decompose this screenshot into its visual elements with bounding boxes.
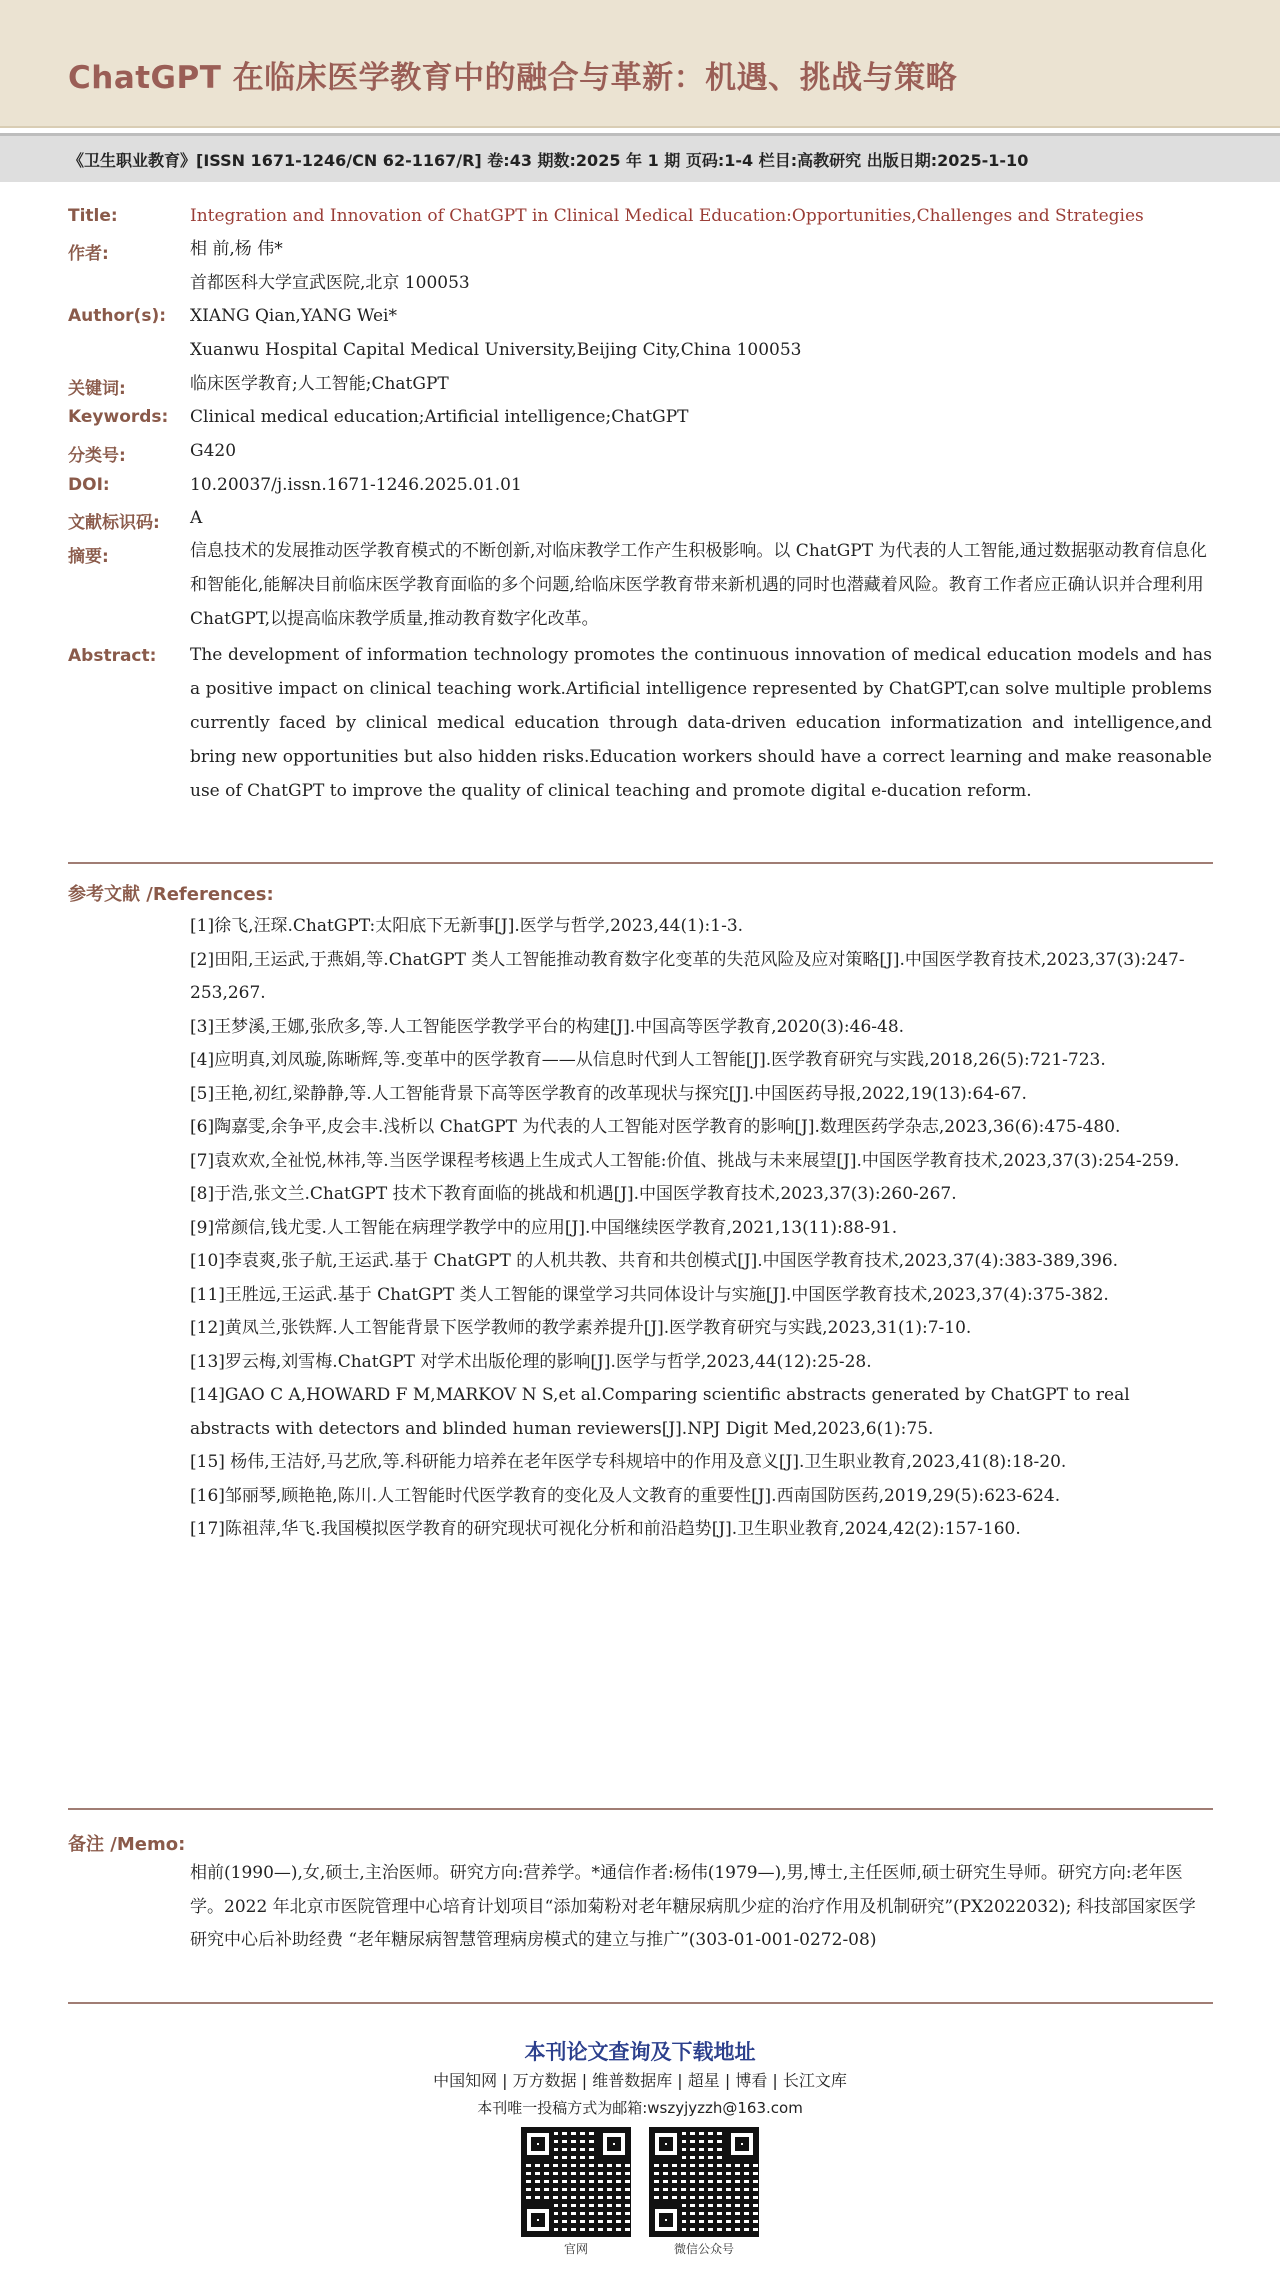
affiliation-en-value: Xuanwu Hospital Capital Medical University,Beijing City,China 100053 [190, 340, 802, 360]
reference-item: [15] 杨伟,王洁妤,马艺欣,等.科研能力培养在老年医学专科规培中的作用及意义[J].卫生职业教育,2023,41(8):18-20. [190, 1452, 1067, 1472]
qr-finder-mark [726, 2128, 758, 2160]
reference-item: [11]王胜远,王运武.基于 ChatGPT 类人工智能的课堂学习共同体设计与实施[J].中国医学教育技术,2023,37(4):375-382. [190, 1284, 1109, 1305]
author-en-value: XIANG Qian,YANG Wei* [190, 306, 397, 326]
field-title-en [68, 206, 1213, 230]
qr-finder-mark [522, 2204, 554, 2236]
title-en-value[interactable]: Integration and Innovation of ChatGPT in Clinical Medical Education:Opportunities,Challenges and Strategies [190, 206, 1144, 226]
reference-item: [13]罗云梅,刘雪梅.ChatGPT 对学术出版伦理的影响[J].医学与哲学,2023,44(12):25-28. [190, 1351, 872, 1372]
reference-item: [6]陶嘉雯,余争平,皮会丰.浅析以 ChatGPT 为代表的人工智能对医学教育的影响[J].数理医药学杂志,2023,36(6):475-480. [190, 1117, 1121, 1137]
memo-text: 相前(1990—),女,硕士,主治医师。研究方向:营养学。*通信作者:杨伟(1979—),男,博士,主任医师,硕士研究生导师。研究方向:老年医学。2022 年北京市医院管理中心培育计划项目“添加菊粉对老年糖尿病肌少症的治疗作用及机制研究”(PX2022032); 科技部国家医学研究中心后补助经费 “老年糖尿病智慧管理病房模式的建立与推广”(303-01-001-0272-08) [190, 1863, 1196, 1950]
reference-item: [16]邹丽琴,顾艳艳,陈川.人工智能时代医学教育的变化及人文教育的重要性[J].西南国防医药,2019,29(5):623-624. [190, 1485, 1061, 1506]
keywords-cn-label: 关键词: [68, 379, 126, 399]
qr-finder-mark [522, 2128, 554, 2160]
database-links[interactable]: 中国知网 | 万方数据 | 维普数据库 | 超星 | 博看 | 长江文库 [433, 2071, 847, 2090]
keywords-en-value: Clinical medical education;Artificial intelligence;ChatGPT [190, 407, 689, 427]
qr-finder-mark [650, 2128, 682, 2160]
submission-email[interactable]: 本刊唯一投稿方式为邮箱:wszyjyzzh@163.com [477, 2099, 803, 2117]
abstract-cn-value: 信息技术的发展推动医学教育模式的不断创新,对临床教学工作产生积极影响。以 ChatGPT 为代表的人工智能,通过数据驱动教育信息化和智能化,能解决目前临床医学教育面临的多个问题,给临床医学教育带来新机遇的同时也潜藏着风险。教育工作者应正确认识并合理利用 ChatGPT,以提高临床教学质量,推动教育数字化改革。 [190, 541, 1207, 629]
reference-list [190, 910, 1212, 1547]
download-heading: 本刊论文查询及下载地址 [524, 2040, 756, 2064]
memo-heading: 备注 /Memo: [68, 1834, 186, 1855]
abstract-cn-label: 摘要: [68, 547, 109, 567]
field-abstract-en [68, 638, 1213, 843]
qr-wechat-caption: 微信公众号 [673, 2242, 734, 2256]
reference-item: [7]袁欢欢,全祉悦,林祎,等.当医学课程考核遇上生成式人工智能:价值、挑战与未来展望[J].中国医学教育技术,2023,37(3):254-259. [190, 1150, 1180, 1171]
document-code-label: 文献标识码: [68, 513, 160, 533]
reference-item: [9]常颜信,钱尤雯.人工智能在病理学教学中的应用[J].中国继续医学教育,2021,13(11):88-91. [190, 1217, 898, 1238]
field-doi [68, 475, 1213, 499]
reference-item: [2]田阳,王运武,于燕娟,等.ChatGPT 类人工智能推动教育数字化变革的失范风险及应对策略[J].中国医学教育技术,2023,37(3):247-253,267. [190, 949, 1185, 1003]
reference-item: [1]徐飞,汪琛.ChatGPT:太阳底下无新事[J].医学与哲学,2023,44(1):1-3. [190, 916, 744, 936]
doi-value[interactable]: 10.20037/j.issn.1671-1246.2025.01.01 [190, 475, 522, 495]
article-title: ChatGPT 在临床医学教育中的融合与革新：机遇、挑战与策略 [68, 60, 958, 96]
keywords-cn-value: 临床医学教育;人工智能;ChatGPT [190, 374, 449, 394]
divider-references [68, 862, 1213, 864]
field-author-cn [68, 239, 1213, 263]
classification-value: G420 [190, 441, 237, 461]
qr-code-wechat[interactable] [650, 2128, 758, 2236]
keywords-en-label: Keywords: [68, 407, 169, 427]
qr-code-official[interactable] [522, 2128, 630, 2236]
publication-meta-bar [0, 133, 1280, 182]
field-affiliation-en [68, 340, 1213, 364]
field-document-code [68, 508, 1213, 532]
affiliation-cn-value: 首都医科大学宣武医院,北京 100053 [190, 273, 470, 293]
reference-item: [14]GAO C A,HOWARD F M,MARKOV N S,et al.Comparing scientific abstracts generated by ChatGPT to real abstracts with detectors and blinded human reviewers[J].NPJ Digit Med,2023,6(1):75. [190, 1385, 1130, 1439]
field-affiliation-cn [68, 273, 1213, 297]
publication-meta-text: 《卫生职业教育》[ISSN 1671-1246/CN 62-1167/R] 卷:43 期数:2025 年 1 期 页码:1-4 栏目:高教研究 出版日期:2025-1-10 [68, 151, 1029, 170]
document-code-value: A [190, 508, 203, 528]
field-classification [68, 441, 1213, 465]
field-keywords-cn [68, 374, 1213, 398]
reference-item: [17]陈祖萍,华飞.我国模拟医学教育的研究现状可视化分析和前沿趋势[J].卫生职业教育,2024,42(2):157-160. [190, 1519, 1021, 1539]
qr-finder-mark [598, 2128, 630, 2160]
qr-official-caption: 官网 [563, 2242, 588, 2256]
field-keywords-en [68, 407, 1213, 431]
reference-item: [4]应明真,刘凤璇,陈晰辉,等.变革中的医学教育——从信息时代到人工智能[J].医学教育研究与实践,2018,26(5):721-723. [190, 1050, 1106, 1070]
author-cn-label: 作者: [68, 244, 109, 264]
doi-label: DOI: [68, 475, 110, 495]
qr-finder-mark [650, 2204, 682, 2236]
classification-label: 分类号: [68, 446, 126, 466]
field-abstract-cn [68, 534, 1213, 638]
abstract-en-label: Abstract: [68, 646, 157, 666]
divider-memo [68, 1808, 1213, 1810]
reference-item: [3]王梦溪,王娜,张欣多,等.人工智能医学教学平台的构建[J].中国高等医学教育,2020(3):46-48. [190, 1016, 905, 1037]
divider-footer [68, 2002, 1213, 2004]
abstract-en-value: The development of information technology promotes the continuous innovation of medical education models and has a positive impact on clinical teaching work.Artificial intelligence represented by ChatGPT,can solve multiple problems currently faced by clinical medical education through data-driven education informatization and intelligence,and bring new opportunities but also hidden risks.Education workers should have a correct learning and make reasonable use of ChatGPT to improve the quality of clinical teaching and promote digital e-ducation reform. [190, 645, 1212, 801]
author-en-label: Author(s): [68, 306, 167, 326]
references-heading: 参考文献 /References: [68, 884, 274, 905]
title-banner [0, 0, 1280, 128]
reference-item: [10]李袁爽,张子航,王运武.基于 ChatGPT 的人机共教、共育和共创模式[J].中国医学教育技术,2023,37(4):383-389,396. [190, 1251, 1119, 1271]
author-cn-value: 相 前,杨 伟* [190, 239, 283, 259]
title-en-label: Title: [68, 206, 118, 226]
reference-item: [12]黄凤兰,张铁辉.人工智能背景下医学教师的教学素养提升[J].医学教育研究与实践,2023,31(1):7-10. [190, 1318, 972, 1338]
reference-item: [8]于浩,张文兰.ChatGPT 技术下教育面临的挑战和机遇[J].中国医学教育技术,2023,37(3):260-267. [190, 1184, 957, 1204]
field-author-en [68, 306, 1213, 330]
reference-item: [5]王艳,初红,梁静静,等.人工智能背景下高等医学教育的改革现状与探究[J].中国医药导报,2022,19(13):64-67. [190, 1083, 1027, 1104]
